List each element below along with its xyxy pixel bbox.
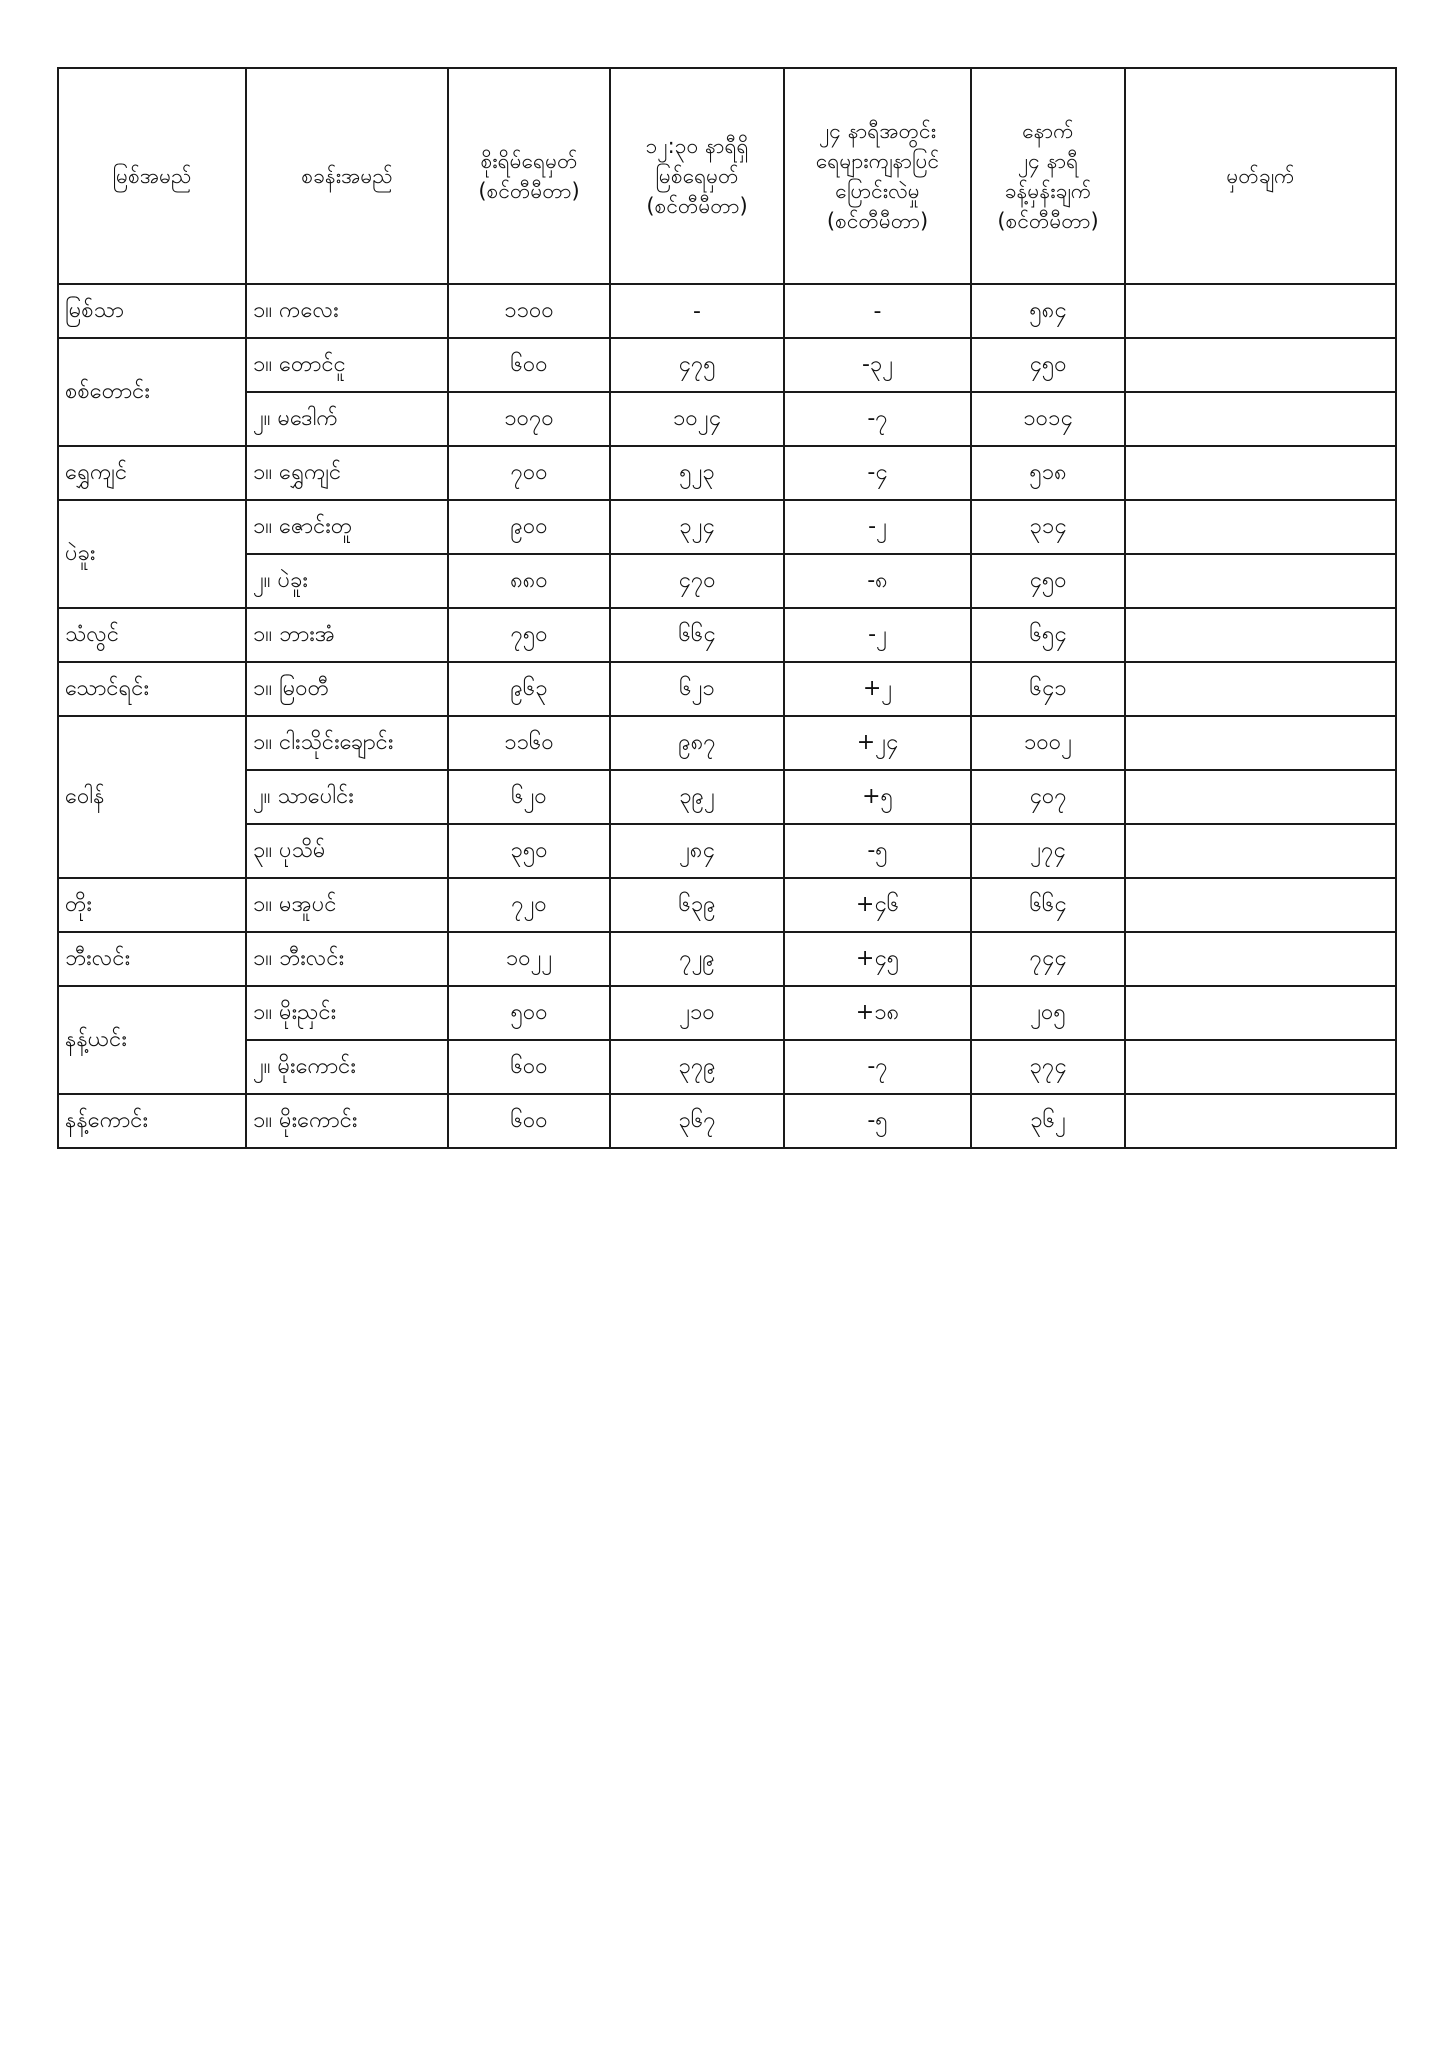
forecast-cell: ၄၅၀ (971, 338, 1125, 392)
forecast-cell: ၁၀၀၂ (971, 716, 1125, 770)
remark-cell (1125, 608, 1396, 662)
change-cell: +၂ (784, 662, 971, 716)
station-name-cell: ၁။ မြဝတီ (246, 662, 448, 716)
change-cell: -၄ (784, 446, 971, 500)
remark-cell (1125, 824, 1396, 878)
forecast-cell: ၅၈၄ (971, 284, 1125, 338)
current-level-cell: ၃၆၇ (610, 1094, 784, 1148)
header-line: မြစ်အမည် (112, 164, 192, 188)
header-line: (စင်တီမီတာ) (997, 209, 1099, 233)
change-cell: +၅ (784, 770, 971, 824)
danger-level-cell: ၁၀၇၀ (448, 392, 610, 446)
danger-level-cell: ၃၅၀ (448, 824, 610, 878)
station-name-cell: ၁။ ကလေး (246, 284, 448, 338)
remark-cell (1125, 500, 1396, 554)
change-cell: -၇ (784, 1040, 971, 1094)
current-level-cell: ၃၉၂ (610, 770, 784, 824)
change-cell: +၂၄ (784, 716, 971, 770)
remark-cell (1125, 338, 1396, 392)
table-row (58, 338, 1396, 392)
header-line: ပြောင်းလဲမှု (835, 179, 920, 203)
station-name-cell: ၁။ ဘီးလင်း (246, 932, 448, 986)
forecast-cell: ၄၅၀ (971, 554, 1125, 608)
station-name-cell: ၃။ ပုသိမ် (246, 824, 448, 878)
current-level-cell: ၃၇၉ (610, 1040, 784, 1094)
header-line: ၂၄ နာရီအတွင်း (818, 119, 937, 143)
change-cell: -၂ (784, 608, 971, 662)
forecast-cell: ၇၄၄ (971, 932, 1125, 986)
change-cell: +၁၈ (784, 986, 971, 1040)
current-level-cell: ၂၁၀ (610, 986, 784, 1040)
header-current-level (610, 68, 784, 284)
current-level-cell: ၄၇၀ (610, 554, 784, 608)
header-line: မြစ်ရေမှတ် (655, 164, 739, 188)
table-row (58, 770, 1396, 824)
table-row (58, 446, 1396, 500)
danger-level-cell: ၇၀၀ (448, 446, 610, 500)
remark-cell (1125, 284, 1396, 338)
forecast-cell: ၁၀၁၄ (971, 392, 1125, 446)
danger-level-cell: ၉၀၀ (448, 500, 610, 554)
table-row (58, 662, 1396, 716)
current-level-cell: ၁၀၂၄ (610, 392, 784, 446)
river-name-cell: ဘီးလင်း (58, 932, 246, 986)
river-name-cell: နန့်ယင်း (58, 986, 246, 1094)
change-cell: -၈ (784, 554, 971, 608)
change-cell: -၂ (784, 500, 971, 554)
danger-level-cell: ၇၅၀ (448, 608, 610, 662)
danger-level-cell: ၁၁၀၀ (448, 284, 610, 338)
header-river-name (58, 68, 246, 284)
station-name-cell: ၂။ ပဲခူး (246, 554, 448, 608)
header-danger-level (448, 68, 610, 284)
river-name-cell: သံလွင် (58, 608, 246, 662)
river-name-cell: ဝေါန် (58, 716, 246, 878)
forecast-cell: ၆၅၄ (971, 608, 1125, 662)
remark-cell (1125, 446, 1396, 500)
remark-cell (1125, 878, 1396, 932)
forecast-cell: ၃၆၂ (971, 1094, 1125, 1148)
danger-level-cell: ၈၈၀ (448, 554, 610, 608)
river-name-cell: ရွှေကျင် (58, 446, 246, 500)
header-line: ၂၄ နာရီ (1017, 149, 1079, 173)
remark-cell (1125, 770, 1396, 824)
table-row (58, 554, 1396, 608)
table-row (58, 1040, 1396, 1094)
station-name-cell: ၂။ မိုးကောင်း (246, 1040, 448, 1094)
current-level-cell: ၅၂၃ (610, 446, 784, 500)
station-name-cell: ၁။ ငါးသိုင်းချောင်း (246, 716, 448, 770)
forecast-cell: ၃၁၄ (971, 500, 1125, 554)
header-line: ခန့်မှန်းချက် (1004, 179, 1092, 203)
table-row (58, 878, 1396, 932)
forecast-cell: ၂၀၅ (971, 986, 1125, 1040)
remark-cell (1125, 1094, 1396, 1148)
change-cell: +၄၆ (784, 878, 971, 932)
table-row (58, 932, 1396, 986)
table-row (58, 284, 1396, 338)
table-row (58, 1094, 1396, 1148)
remark-cell (1125, 662, 1396, 716)
current-level-cell: ၇၂၉ (610, 932, 784, 986)
station-name-cell: ၁။ ဘားအံ (246, 608, 448, 662)
change-cell: -၅ (784, 1094, 971, 1148)
table-body (58, 284, 1396, 1148)
change-cell: -၃၂ (784, 338, 971, 392)
river-name-cell: စစ်တောင်း (58, 338, 246, 446)
station-name-cell: ၁။ တောင်ငူ (246, 338, 448, 392)
danger-level-cell: ၆၀၀ (448, 1040, 610, 1094)
header-line: စိုးရိမ်ရေမှတ် (480, 149, 578, 173)
current-level-cell: ၆၆၄ (610, 608, 784, 662)
table-header (58, 68, 1396, 284)
station-name-cell: ၁။ ရွှေကျင် (246, 446, 448, 500)
current-level-cell: ၆၃၉ (610, 878, 784, 932)
forecast-cell: ၃၇၄ (971, 1040, 1125, 1094)
station-name-cell: ၁။ မိုးကောင်း (246, 1094, 448, 1148)
danger-level-cell: ၉၆၃ (448, 662, 610, 716)
header-line: စခန်းအမည် (301, 164, 393, 188)
remark-cell (1125, 554, 1396, 608)
danger-level-cell: ၆၀၀ (448, 1094, 610, 1148)
danger-level-cell: ၅၀၀ (448, 986, 610, 1040)
header-station-name (246, 68, 448, 284)
forecast-cell: ၂၇၄ (971, 824, 1125, 878)
river-name-cell: နန့်ကောင်း (58, 1094, 246, 1148)
table-row (58, 824, 1396, 878)
remark-cell (1125, 716, 1396, 770)
danger-level-cell: ၆၀၀ (448, 338, 610, 392)
header-line: (စင်တီမီတာ) (826, 209, 929, 233)
remark-cell (1125, 986, 1396, 1040)
current-level-cell: ၆၂၁ (610, 662, 784, 716)
danger-level-cell: ၁၁၆၀ (448, 716, 610, 770)
danger-level-cell: ၁၀၂၂ (448, 932, 610, 986)
river-name-cell: မြစ်သာ (58, 284, 246, 338)
header-line: ၁၂:၃၀ နာရီရှိ (645, 134, 749, 158)
table-row (58, 986, 1396, 1040)
river-water-level-table (57, 67, 1397, 1149)
change-cell: -၅ (784, 824, 971, 878)
header-line: ရေများကျနာပြင် (815, 149, 940, 173)
header-line: နောက် (1022, 119, 1074, 143)
station-name-cell: ၁။ မအူပင် (246, 878, 448, 932)
danger-level-cell: ၇၂၀ (448, 878, 610, 932)
header-remarks (1125, 68, 1396, 284)
header-line: မှတ်ချက် (1226, 164, 1295, 188)
current-level-cell: ၂၈၄ (610, 824, 784, 878)
station-name-cell: ၂။ မဒေါက် (246, 392, 448, 446)
header-row (58, 68, 1396, 284)
river-name-cell: တိုး (58, 878, 246, 932)
station-name-cell: ၁။ မိုးညှင်း (246, 986, 448, 1040)
remark-cell (1125, 1040, 1396, 1094)
current-level-cell: ၄၇၅ (610, 338, 784, 392)
river-name-cell: ပဲခူး (58, 500, 246, 608)
river-name-cell: သောင်ရင်း (58, 662, 246, 716)
header-24h-change (784, 68, 971, 284)
station-name-cell: ၁။ ဇောင်းတူ (246, 500, 448, 554)
table-row (58, 392, 1396, 446)
header-line: (စင်တီမီတာ) (646, 194, 748, 218)
forecast-cell: ၄၀၇ (971, 770, 1125, 824)
table-row (58, 716, 1396, 770)
forecast-cell: ၅၁၈ (971, 446, 1125, 500)
table-row (58, 500, 1396, 554)
table-row (58, 608, 1396, 662)
header-line: (စင်တီမီတာ) (478, 179, 580, 203)
danger-level-cell: ၆၂၀ (448, 770, 610, 824)
forecast-cell: ၆၆၄ (971, 878, 1125, 932)
change-cell: +၄၅ (784, 932, 971, 986)
change-cell: - (784, 284, 971, 338)
remark-cell (1125, 932, 1396, 986)
current-level-cell: ၃၂၄ (610, 500, 784, 554)
header-24h-forecast (971, 68, 1125, 284)
change-cell: -၇ (784, 392, 971, 446)
station-name-cell: ၂။ သာပေါင်း (246, 770, 448, 824)
current-level-cell: - (610, 284, 784, 338)
remark-cell (1125, 392, 1396, 446)
forecast-cell: ၆၄၁ (971, 662, 1125, 716)
current-level-cell: ၉၈၇ (610, 716, 784, 770)
